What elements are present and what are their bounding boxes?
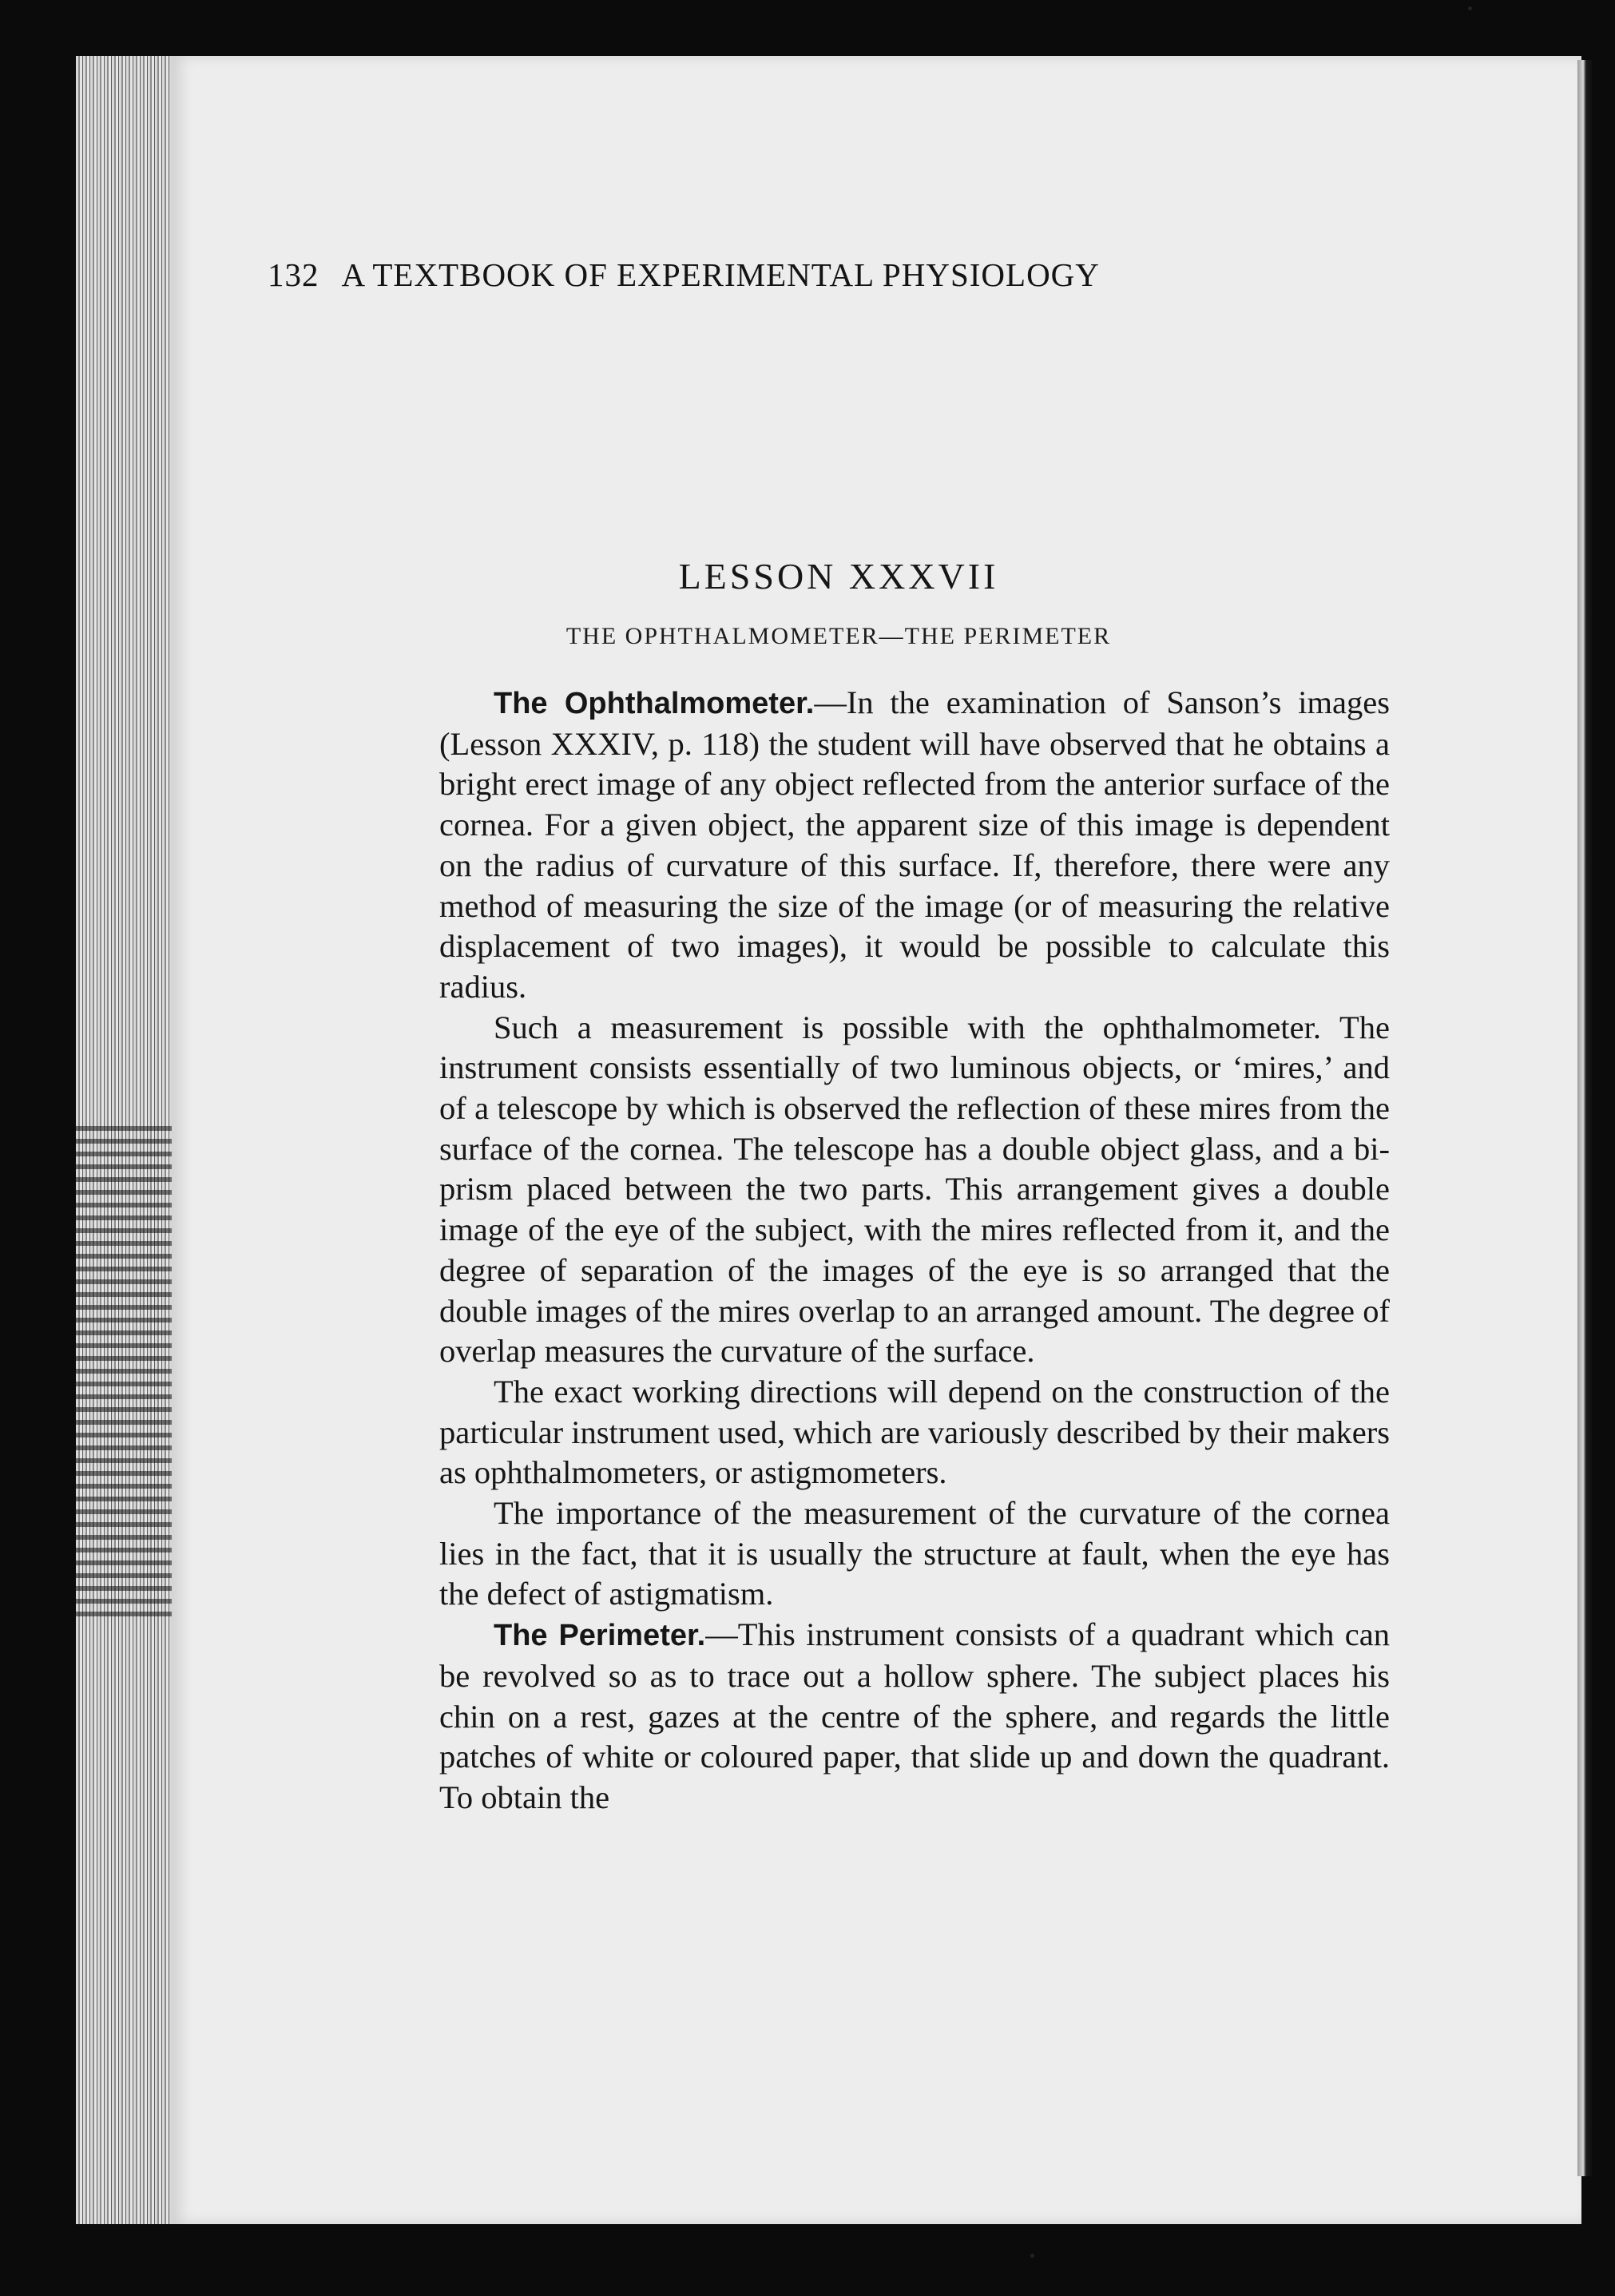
page-number: 132 [268, 256, 319, 293]
lesson-title: LESSON XXXVII [678, 556, 999, 597]
paragraph-perimeter [439, 1615, 1390, 1818]
paragraph-text: Such a measurement is possible with the ophthalmometer. The instrument consists essentially of two luminous objects, or ‘mires,’ and of a telescope by which is observed the reflection of these mires from the surface of the cornea. The telescope has a double object glass, and a bi-prism placed between the two parts. This arrangement gives a double image of the eye of the subject, with the mires reflected from it, and the degree of separation of the images of the eye is so arranged that the double images of the mires overlap to an arranged amount. The degree of overlap measures the curvature of the surface. [439, 1009, 1390, 1370]
body-text [439, 683, 1390, 1818]
scan-speck [1030, 2254, 1034, 2258]
paragraph-measurement [439, 1008, 1390, 1372]
paragraph-ophthalmometer [439, 683, 1390, 1008]
paragraph-text: —In the examination of Sanson’s images (Lesson XXXIV, p. 118) the student will have observed that he obtains a bright erect image of any object reflected from the anterior surface of the cornea. For a given object, the apparent size of this image is dependent on the radius of curvature of this surface. If, therefore, there were any method of measuring the size of the image (or of measuring the relative displacement of two images), it would be possible to calculate this radius. [439, 684, 1390, 1005]
paragraph-importance [439, 1493, 1390, 1615]
section-heading-ophthalmometer: The Ophthalmometer. [494, 687, 815, 720]
page-stack-edges [76, 56, 188, 2224]
paragraph-text: The importance of the measurement of the curvature of the cornea lies in the fact, that it is usually the structure at fault, when the eye has the defect of astigmatism. [439, 1495, 1390, 1612]
scan-speck [1468, 6, 1472, 10]
paragraph-text: —This instrument consists of a quadrant which can be revolved so as to trace out a hollow sphere. The subject places his chin on a rest, gazes at the centre of the sphere, and regards the little patches of white or coloured paper, that slide up and down the quadrant. To obtain the [439, 1616, 1390, 1815]
book-title: A TEXTBOOK OF EXPERIMENTAL PHYSIOLOGY [341, 256, 1100, 293]
section-heading-perimeter: The Perimeter. [494, 1619, 706, 1653]
paragraph-text: The exact working directions will depend on the construction of the particular instrument used, which are variously described by their makers as ophthalmometers, or astigmometers. [439, 1373, 1390, 1491]
paragraph-directions [439, 1372, 1390, 1493]
lesson-subtitle: THE OPHTHALMOMETER—THE PERIMETER [565, 623, 1112, 649]
running-head [268, 256, 1386, 294]
page-right-edge [1577, 60, 1592, 2176]
